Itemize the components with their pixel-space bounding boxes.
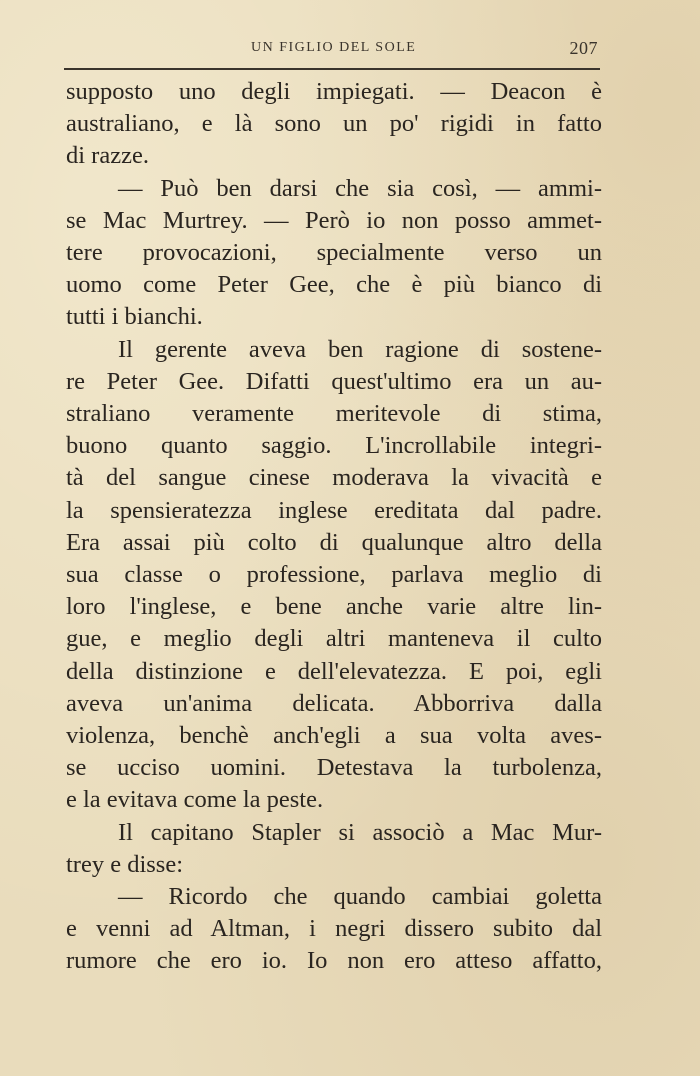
text-line: sua classe o professione, parlava meglio di: [66, 561, 602, 589]
text-line: se Mac Murtrey. — Però io non posso ammet-: [66, 206, 602, 234]
text-line: Il capitano Stapler si associò a Mac Mur-: [118, 818, 602, 846]
text-line: re Peter Gee. Difatti quest'ultimo era un au-: [66, 367, 602, 395]
text-line: supposto uno degli impiegati. — Deacon è: [66, 78, 602, 105]
text-line: gue, e meglio degli altri manteneva il culto: [66, 625, 602, 653]
text-line: Era assai più colto di qualunque altro della: [66, 528, 602, 556]
text-line: — Può ben darsi che sia così, — ammi-: [118, 174, 602, 202]
running-title: UN FIGLIO DEL SOLE: [251, 40, 417, 55]
header-rule: [64, 68, 600, 70]
page-number: 207: [569, 38, 598, 58]
text-line: Il gerente aveva ben ragione di sostene-: [118, 335, 602, 363]
text-line: tere provocazioni, specialmente verso un: [66, 239, 602, 267]
text-line: — Ricordo che quando cambiai goletta: [118, 883, 602, 911]
text-line: e venni ad Altman, i negri dissero subito dal: [66, 915, 602, 943]
text-line: aveva un'anima delicata. Abborriva dalla: [66, 689, 602, 717]
text-line: la spensieratezza inglese ereditata dal padre.: [66, 496, 602, 524]
text-line: tutti i bianchi.: [66, 303, 203, 331]
text-line: straliano veramente meritevole di stima,: [66, 400, 602, 428]
text-line: rumore che ero io. Io non ero atteso affatto,: [66, 947, 602, 975]
running-head: [66, 36, 600, 62]
text-line: se ucciso uomini. Detestava la turbolenza,: [66, 754, 602, 782]
text-line: violenza, benchè anch'egli a sua volta aves-: [66, 722, 602, 750]
text-line: e la evitava come la peste.: [66, 786, 324, 814]
text-line: uomo come Peter Gee, che è più bianco di: [66, 271, 602, 299]
text-line: della distinzione e dell'elevatezza. E poi, egli: [66, 657, 602, 685]
text-line: australiano, e là sono un po' rigidi in fatto: [66, 110, 602, 138]
text-line: buono quanto saggio. L'incrollabile integri-: [66, 432, 602, 460]
text-line: loro l'inglese, e bene anche varie altre lin-: [66, 593, 602, 621]
text-line: tà del sangue cinese moderava la vivacità e: [66, 464, 602, 492]
text-line: di razze.: [66, 142, 149, 170]
body-text: [66, 76, 602, 978]
text-line: trey e disse:: [66, 850, 184, 878]
